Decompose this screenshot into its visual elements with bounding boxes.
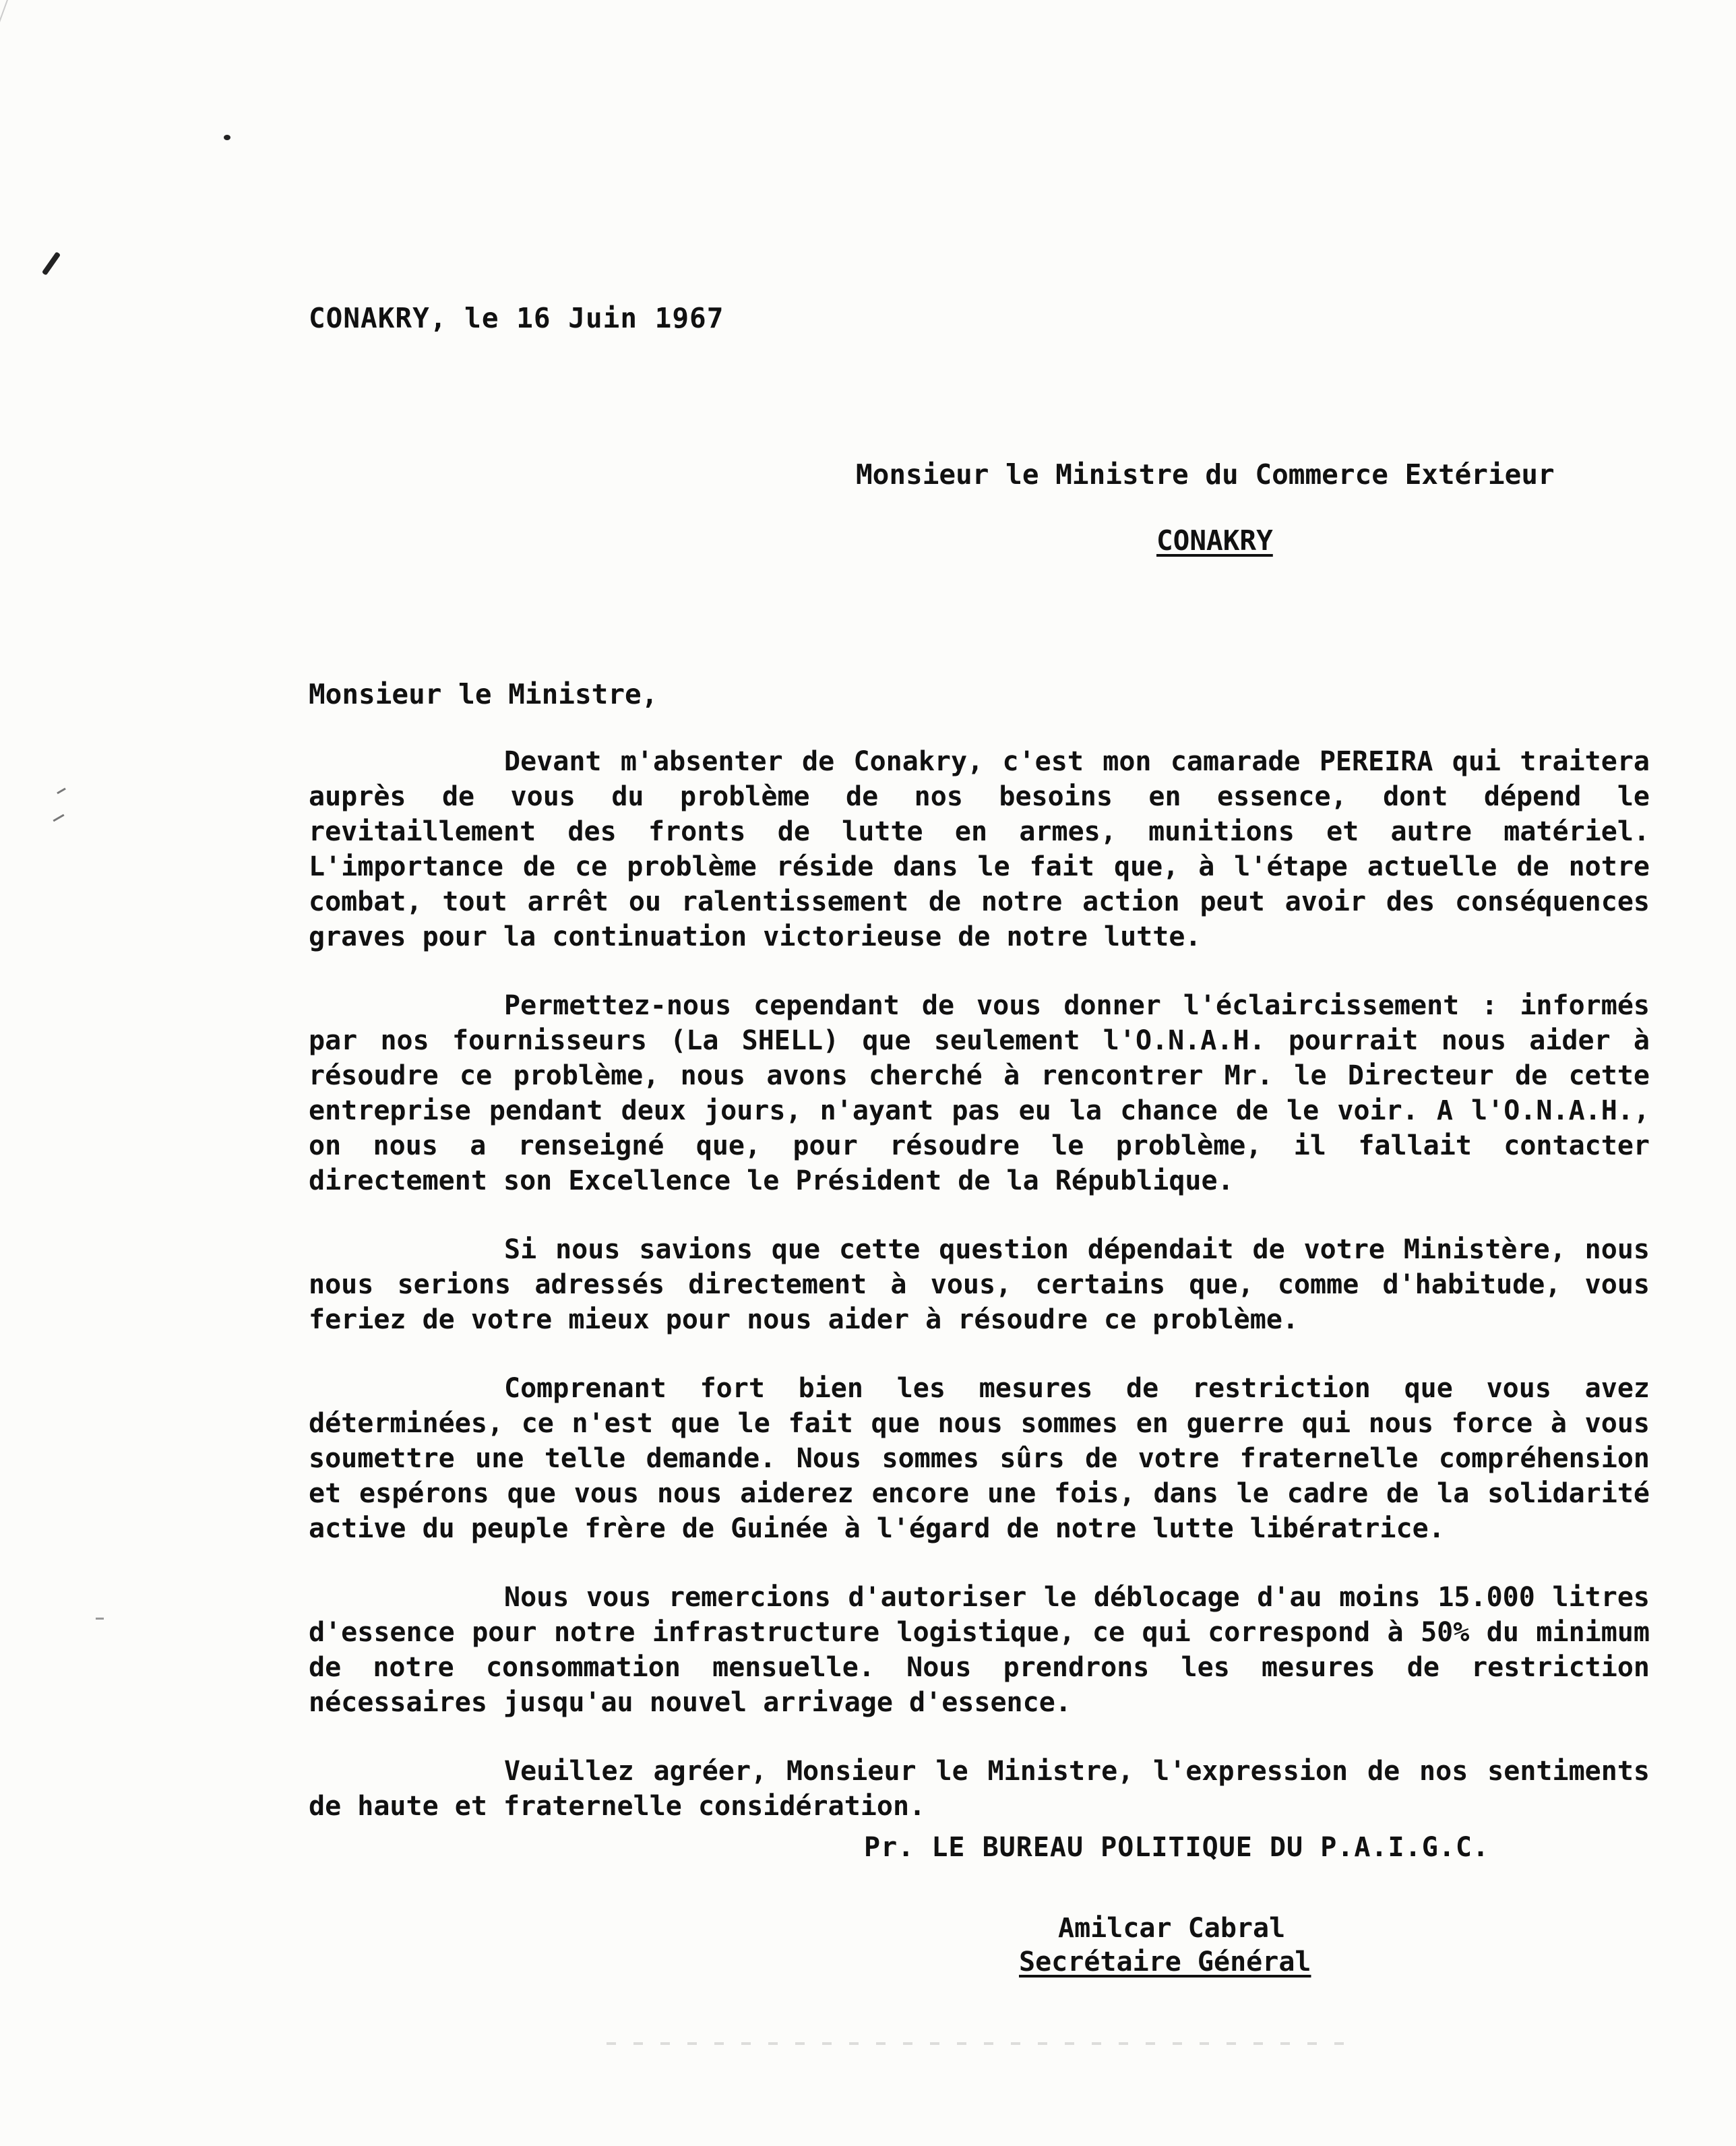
body-paragraph: Comprenant fort bien les mesures de restriction que vous avez déterminées, ce n'est que le fait que nous sommes en guerre qui nous force à vous soumettre une telle demande. Nous sommes sûrs de votre fraternelle compréhension et espérons que vous nous aiderez encore une fois, dans le cadre de la solidarité active du peuple frère de Guinée à l'égard de notre lutte libératrice. xyxy=(309,1373,1650,1544)
scan-corner-mark xyxy=(0,0,28,43)
scan-noise-line xyxy=(607,2042,1348,2045)
margin-tick-mark xyxy=(57,788,66,795)
signatory-title: Secrétaire Général xyxy=(1019,1946,1311,1978)
signatory-name: Amilcar Cabral xyxy=(1058,1913,1286,1944)
body-paragraph: Permettez-nous cependant de vous donner l'éclaircissement : informés par nos fournisseurs (La SHELL) que seulement l'O.N.A.H. pourrait nous aider à résoudre ce problème, nous avons cherché à rencontrer Mr. le Directeur de cette entreprise pendant deux jours, n'ayant pas eu la chance de le voir. A l'O.N.A.H., on nous a renseigné que, pour résoudre le problème, il fallait contacter directement son Excellence le Président de la République. xyxy=(309,990,1650,1196)
closing-paragraph: Veuillez agréer, Monsieur le Ministre, l'expression de nos sentiments de haute et fraternelle considération. xyxy=(309,1756,1650,1822)
letter-body xyxy=(309,744,1650,1824)
body-paragraph: Si nous savions que cette question dépendait de votre Ministère, nous nous serions adressés directement à vous, certains que, comme d'habitude, vous feriez de votre mieux pour nous aider à résoudre ce problème. xyxy=(309,1234,1650,1335)
addressee-title: Monsieur le Ministre du Commerce Extérieur xyxy=(856,458,1555,491)
ink-dot-mark xyxy=(224,135,230,140)
salutation: Monsieur le Ministre, xyxy=(309,678,658,710)
margin-tick-mark xyxy=(53,814,64,822)
sender-line: Pr. LE BUREAU POLITIQUE DU P.A.I.G.C. xyxy=(864,1832,1490,1863)
body-paragraph: Devant m'absenter de Conakry, c'est mon camarade PEREIRA qui traitera auprès de vous du problème de nos besoins en essence, dont dépend le revitaillement des fronts de lutte en armes, munitions et autre matériel. L'importance de ce problème réside dans le fait que, à l'étape actuelle de notre combat, tout arrêt ou ralentissement de notre action peut avoir des conséquences graves pour la continuation victorieuse de notre lutte. xyxy=(309,746,1650,952)
margin-dash-mark xyxy=(96,1618,104,1620)
body-paragraph: Nous vous remercions d'autoriser le déblocage d'au moins 15.000 litres d'essence pour notre infrastructure logistique, ce qui correspond à 50% du minimum de notre consommation mensuelle. Nous prendrons les mesures de restriction nécessaires jusqu'au nouvel arrivage d'essence. xyxy=(309,1582,1650,1718)
addressee-city: CONAKRY xyxy=(1156,524,1273,557)
ink-slash-mark xyxy=(42,251,61,276)
date-line: CONAKRY, le 16 Juin 1967 xyxy=(309,302,724,334)
